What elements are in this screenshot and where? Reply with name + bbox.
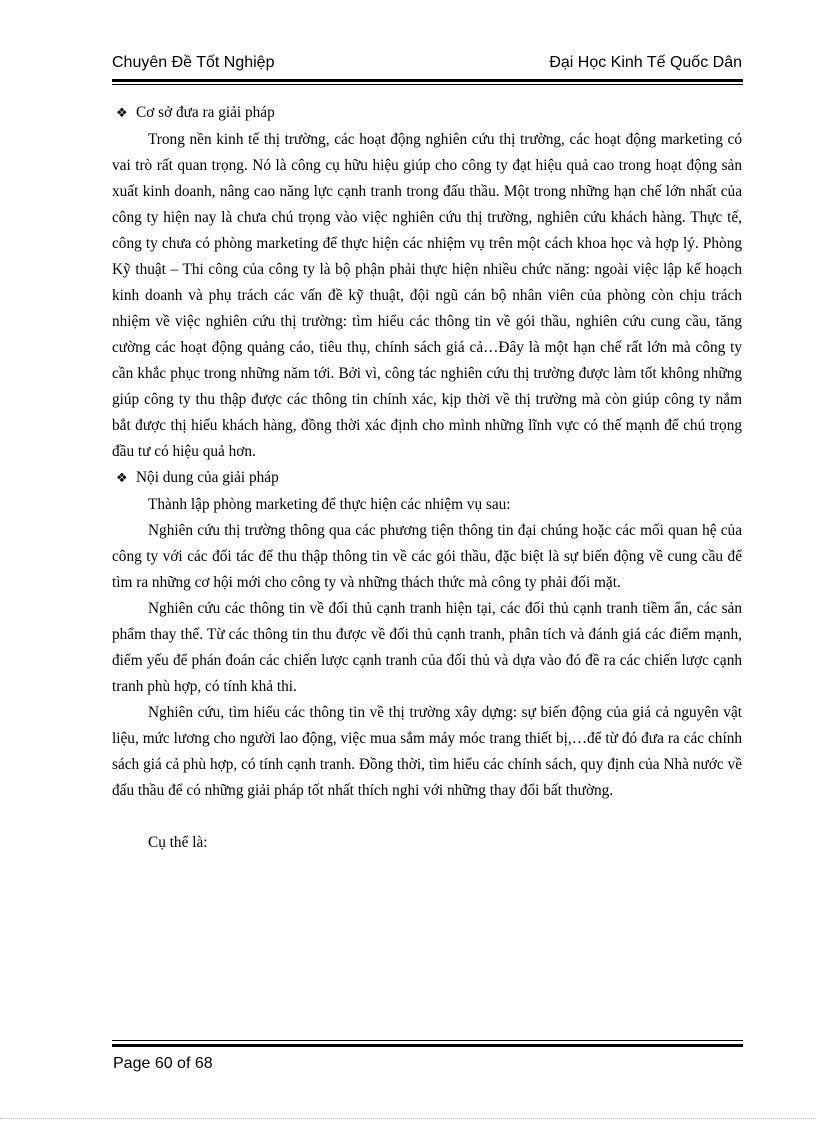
paragraph: Nghiên cứu, tìm hiểu các thông tin về thị trường xây dựng: sự biến động của giá cả nguyên vật liệu, mức lương cho người lao động, việc mua sắm máy móc trang thiết bị,…để từ đó đưa ra các chính sách giá cả phù hợp, có tính cạnh tranh. Đồng thời, tìm hiểu các chính sách, quy định của Nhà nước về đấu thầu để có những giải pháp tốt nhất thích nghi với những thay đổi bất thường. bbox=[112, 704, 742, 799]
header-rule-thick bbox=[112, 79, 743, 82]
footer-rule-thick bbox=[112, 1044, 743, 1047]
diamond-bullet-icon: ❖ bbox=[116, 106, 128, 121]
paragraph: Trong nền kinh tế thị trường, các hoạt động nghiên cứu thị trường, các hoạt động marketing có vai trò rất quan trọng. Nó là công cụ hữu hiệu giúp cho công ty đạt hiệu quả cao trong hoạt động sản xuất kinh doanh, nâng cao năng lực cạnh tranh trong đấu thầu. Một trong những hạn chế lớn nhất của công ty hiện nay là chưa chú trọng vào việc nghiên cứu thị trường, nghiên cứu khách hàng. Thực tế, công ty chưa có phòng marketing để thực hiện các nhiệm vụ trên một cách khoa học và hợp lý. Phòng Kỹ thuật – Thi công của công ty là bộ phận phải thực hiện nhiều chức năng: ngoài việc lập kế hoạch kinh doanh và phụ trách các vấn đề kỹ thuật, đội ngũ cán bộ nhân viên của phòng còn chịu trách nhiệm về việc nghiên cứu thị trường: tìm hiểu các thông tin về gói thầu, nghiên cứu cung cầu, tăng cường các hoạt động quảng cáo, tiêu thụ, chính sách giá cả…Đây là một hạn chế rất lớn mà công ty cần khắc phục trong những năm tới. Bởi vì, công tác nghiên cứu thị trường được làm tốt không những giúp công ty thu thập được các thông tin chính xác, kịp thời về thị trường mà còn giúp công ty nắm bắt được thị hiếu khách hàng, đồng thời xác định cho mình những lĩnh vực có thế mạnh để chú trọng đầu tư có hiệu quả hơn. bbox=[112, 131, 742, 460]
header-right-title: Đại Học Kinh Tế Quốc Dân bbox=[549, 54, 742, 71]
paragraph: Nghiên cứu thị trường thông qua các phương tiện thông tin đại chúng hoặc các mối quan hệ của công ty với các đối tác để thu thập thông tin về các gói thầu, đặc biệt là sự biến động về cung cầu để tìm ra những cơ hội mới cho công ty và những thách thức mà công ty phải đối mặt. bbox=[112, 522, 742, 591]
paragraph: Thành lập phòng marketing để thực hiện các nhiệm vụ sau: bbox=[148, 496, 511, 513]
document-body bbox=[112, 100, 742, 856]
page-edge-divider bbox=[0, 1118, 816, 1119]
page-header bbox=[112, 52, 742, 76]
section-heading-basis bbox=[112, 100, 742, 127]
header-left-title: Chuyên Đề Tốt Nghiệp bbox=[112, 54, 275, 71]
heading-text: Nội dung của giải pháp bbox=[136, 469, 279, 486]
page-number: Page 60 of 68 bbox=[113, 1055, 213, 1072]
footer-rule-thin bbox=[112, 1040, 743, 1041]
paragraph: Cụ thể là: bbox=[148, 834, 208, 851]
header-rule-thin bbox=[112, 84, 743, 85]
section-heading-content bbox=[112, 465, 742, 492]
paragraph: Nghiên cứu các thông tin về đối thủ cạnh tranh hiện tại, các đối thủ cạnh tranh tiềm ẩn, các sản phẩm thay thế. Từ các thông tin thu được về đối thủ cạnh tranh, phân tích và đánh giá các điểm mạnh, điểm yếu để phán đoán các chiến lược cạnh tranh của đối thủ và dựa vào đó đề ra các chiến lược cạnh tranh phù hợp, có tính khả thi. bbox=[112, 600, 742, 695]
diamond-bullet-icon: ❖ bbox=[116, 471, 128, 486]
blank-line bbox=[112, 804, 742, 830]
heading-text: Cơ sở đưa ra giải pháp bbox=[136, 104, 275, 121]
